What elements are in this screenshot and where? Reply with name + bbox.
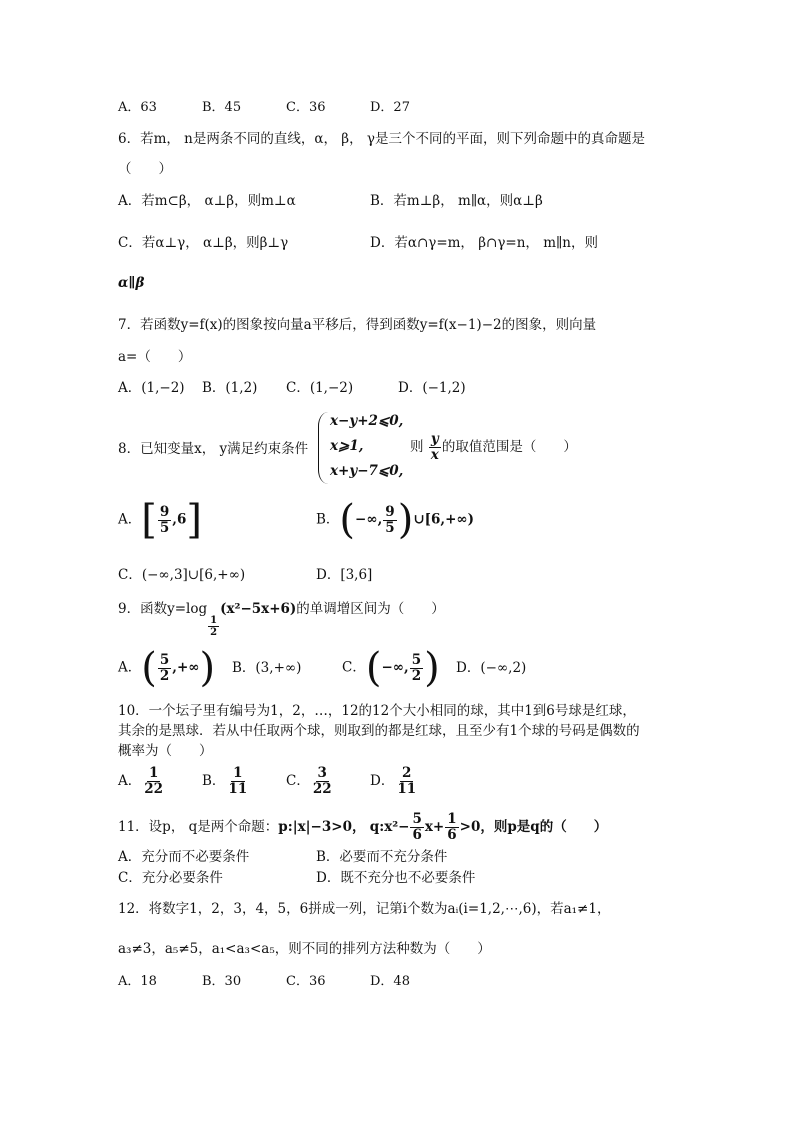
q9-c-rparen: ) (424, 645, 440, 691)
q6-option-b: B．若m⊥β， m∥α，则α⊥β (370, 193, 543, 209)
q9-a-rparen: ) (199, 645, 216, 691)
q9-c-lparen: ( (365, 645, 382, 691)
q8-constraint-3: x+y−7⩽0, (330, 463, 404, 479)
q8-a-label: A． (118, 511, 142, 528)
q8-b-frac (383, 505, 396, 536)
q10-option-c (286, 766, 370, 797)
q5-option-b: B．45 (202, 100, 242, 115)
q9-c-den: 2 (411, 667, 422, 684)
q9-stem (118, 598, 445, 638)
q8-option-d: D．[3,6] (316, 567, 373, 583)
q9-log-base (208, 615, 219, 638)
q9-c-label: C． (342, 659, 366, 676)
q8-constraint-1: x−y+2⩽0, (330, 413, 404, 429)
q8-tail (410, 432, 577, 463)
q10-line-1: 10．一个坛子里有编号为1，2，…，12的12个大小相同的球，其中1到6号球是红球， (118, 703, 636, 719)
q12-line-2: a₃≠3，a₅≠5，a₁<a₃<a₅，则不同的排列方法种数为（ ） (118, 941, 491, 957)
q8-b-rparen: ) (397, 497, 414, 543)
q8-b-lparen: ( (339, 497, 356, 543)
q8-option-c: C．(−∞,3]∪[6,+∞) (118, 567, 246, 583)
q8-ratio-num: y (430, 431, 439, 447)
q11-option-d: D．既不充分也不必要条件 (316, 870, 476, 886)
q11-f1-num: 5 (412, 811, 422, 827)
q10-c-den: 22 (312, 781, 332, 797)
q9-option-b: B．(3,+∞) (232, 660, 302, 676)
q5-option-c: C．36 (286, 100, 326, 115)
q11-q-tail: >0，则p是q的（ ） (459, 819, 608, 835)
q8-b-num: 9 (385, 503, 395, 520)
q8-a-num: 9 (159, 503, 170, 520)
q9-a-label: A． (118, 659, 142, 676)
q11-mid: x+ (424, 819, 445, 835)
q8-a-rbracket: ] (186, 497, 202, 543)
q11-lead: 11．设p， q是两个命题： (118, 819, 279, 835)
q10-c-frac (311, 766, 334, 797)
q9-option-d: D．(−∞,2) (456, 660, 527, 676)
q10-option-d (370, 766, 419, 797)
q10-line-2: 其余的是黑球．若从中任取两个球，则取到的都是红球，且至少有1个球的号码是偶数的 (118, 723, 640, 739)
q9-a-den: 2 (159, 667, 170, 684)
q6-paren: （ ） (118, 161, 172, 177)
q8-then: 则 (410, 439, 424, 455)
q11-option-a: A．充分而不必要条件 (118, 849, 250, 865)
q9-lead: 9．函数y=log (118, 601, 208, 617)
q9-arg: (x²−5x+6) (220, 601, 297, 617)
q7-option-d: D．(−1,2) (398, 380, 466, 396)
q11-p: p:|x|−3>0， (278, 819, 366, 835)
q6-stem: 6．若m， n是两条不同的直线，α， β， γ是三个不同的平面，则下列命题中的真命题是 (118, 131, 645, 147)
q11-frac-1 (410, 812, 423, 843)
q12-option-b: B．30 (202, 974, 242, 989)
q8-a-lbracket: [ (141, 497, 157, 543)
q8-a-den: 5 (159, 519, 170, 536)
q12-line-1: 12．将数字1，2，3，4，5，6拼成一列，记第i个数为aᵢ(i=1,2,⋯,6)，若a₁≠1， (118, 901, 611, 917)
q8-lead: 8．已知变量x， y满足约束条件 (118, 441, 309, 457)
q11-option-b: B．必要而不充分条件 (316, 849, 448, 865)
q10-c-label: C． (286, 773, 310, 789)
q12-options (118, 973, 410, 991)
q8-option-b (316, 497, 475, 543)
q10-a-frac (142, 766, 165, 797)
q9-tail: 的单调增区间为（ ） (296, 601, 445, 617)
q11-option-c: C．充分必要条件 (118, 870, 223, 886)
q10-d-den: 11 (397, 781, 417, 797)
q6-option-a: A．若m⊂β， α⊥β，则m⊥α (118, 193, 296, 209)
q11-frac-2 (445, 812, 458, 843)
q8-ratio-den: x (430, 447, 439, 463)
q10-d-frac (395, 766, 418, 797)
q9-c-pre: −∞, (381, 659, 409, 676)
q8-b-tail: ∪[6,+∞) (413, 511, 475, 528)
q7-stem-cont: a=（ ） (118, 349, 192, 365)
q11-f2-den: 6 (447, 827, 457, 843)
q10-d-num: 2 (402, 765, 412, 781)
q7-option-a: A．(1,−2) (118, 380, 185, 396)
q5-option-d: D．27 (370, 100, 410, 115)
q5-option-a: A．63 (118, 100, 157, 115)
q9-option-c (342, 645, 440, 691)
q7-stem: 7．若函数y=f(x)的图象按向量a平移后，得到函数y=f(x−1)−2的图象，则向量 (118, 317, 597, 333)
q10-b-den: 11 (228, 781, 248, 797)
q8-constraint-2: x⩾1, (330, 438, 364, 454)
q10-b-label: B． (202, 773, 226, 789)
q10-line-3: 概率为（ ） (118, 743, 213, 759)
q8-tail-text: 的取值范围是（ ） (441, 439, 577, 455)
q11-f1-den: 6 (412, 827, 422, 843)
q8-option-a (118, 497, 202, 543)
q6-option-c: C．若α⊥γ， α⊥β，则β⊥γ (118, 235, 289, 251)
q8-b-pre: −∞, (355, 511, 383, 528)
q9-option-a (118, 645, 216, 691)
q8-b-den: 5 (385, 519, 395, 536)
q10-option-b (202, 766, 286, 797)
q9-base-den: 2 (210, 627, 218, 638)
q12-option-c: C．36 (286, 974, 326, 989)
q10-a-num: 1 (148, 765, 159, 781)
q8-a-tail: ,6 (172, 511, 187, 528)
q11-f2-num: 1 (447, 811, 457, 827)
q10-options (118, 766, 419, 797)
q10-b-frac (226, 766, 249, 797)
q10-b-num: 1 (233, 765, 243, 781)
q9-c-num: 5 (411, 651, 422, 668)
q10-option-a (118, 766, 202, 797)
q10-a-den: 22 (144, 781, 164, 797)
q9-a-lparen: ( (141, 645, 157, 691)
q7-options (118, 377, 466, 399)
q7-option-c: C．(1,−2) (286, 380, 354, 396)
q8-a-frac (158, 505, 171, 536)
q8-b-label: B． (316, 511, 340, 528)
q5-options (118, 99, 410, 117)
q9-a-num: 5 (159, 651, 170, 668)
q6-option-d: D．若α∩γ=m， β∩γ=n， m∥n，则 (370, 235, 598, 251)
q10-c-num: 3 (317, 765, 327, 781)
q10-a-label: A． (118, 773, 142, 789)
q8-ratio (429, 432, 441, 463)
q12-option-a: A．18 (118, 974, 157, 989)
q9-c-frac (410, 653, 423, 684)
q9-a-frac (158, 653, 171, 684)
q7-option-b: B．(1,2) (202, 380, 258, 396)
q10-d-label: D． (370, 773, 395, 789)
q6-option-d-cont: α∥β (118, 275, 145, 291)
q12-option-d: D．48 (370, 974, 410, 989)
q11-stem (118, 812, 607, 843)
q11-q-pre: q:x²− (369, 819, 410, 835)
q9-a-tail: ,+∞ (172, 659, 200, 676)
q9-base-num: 1 (210, 615, 218, 626)
